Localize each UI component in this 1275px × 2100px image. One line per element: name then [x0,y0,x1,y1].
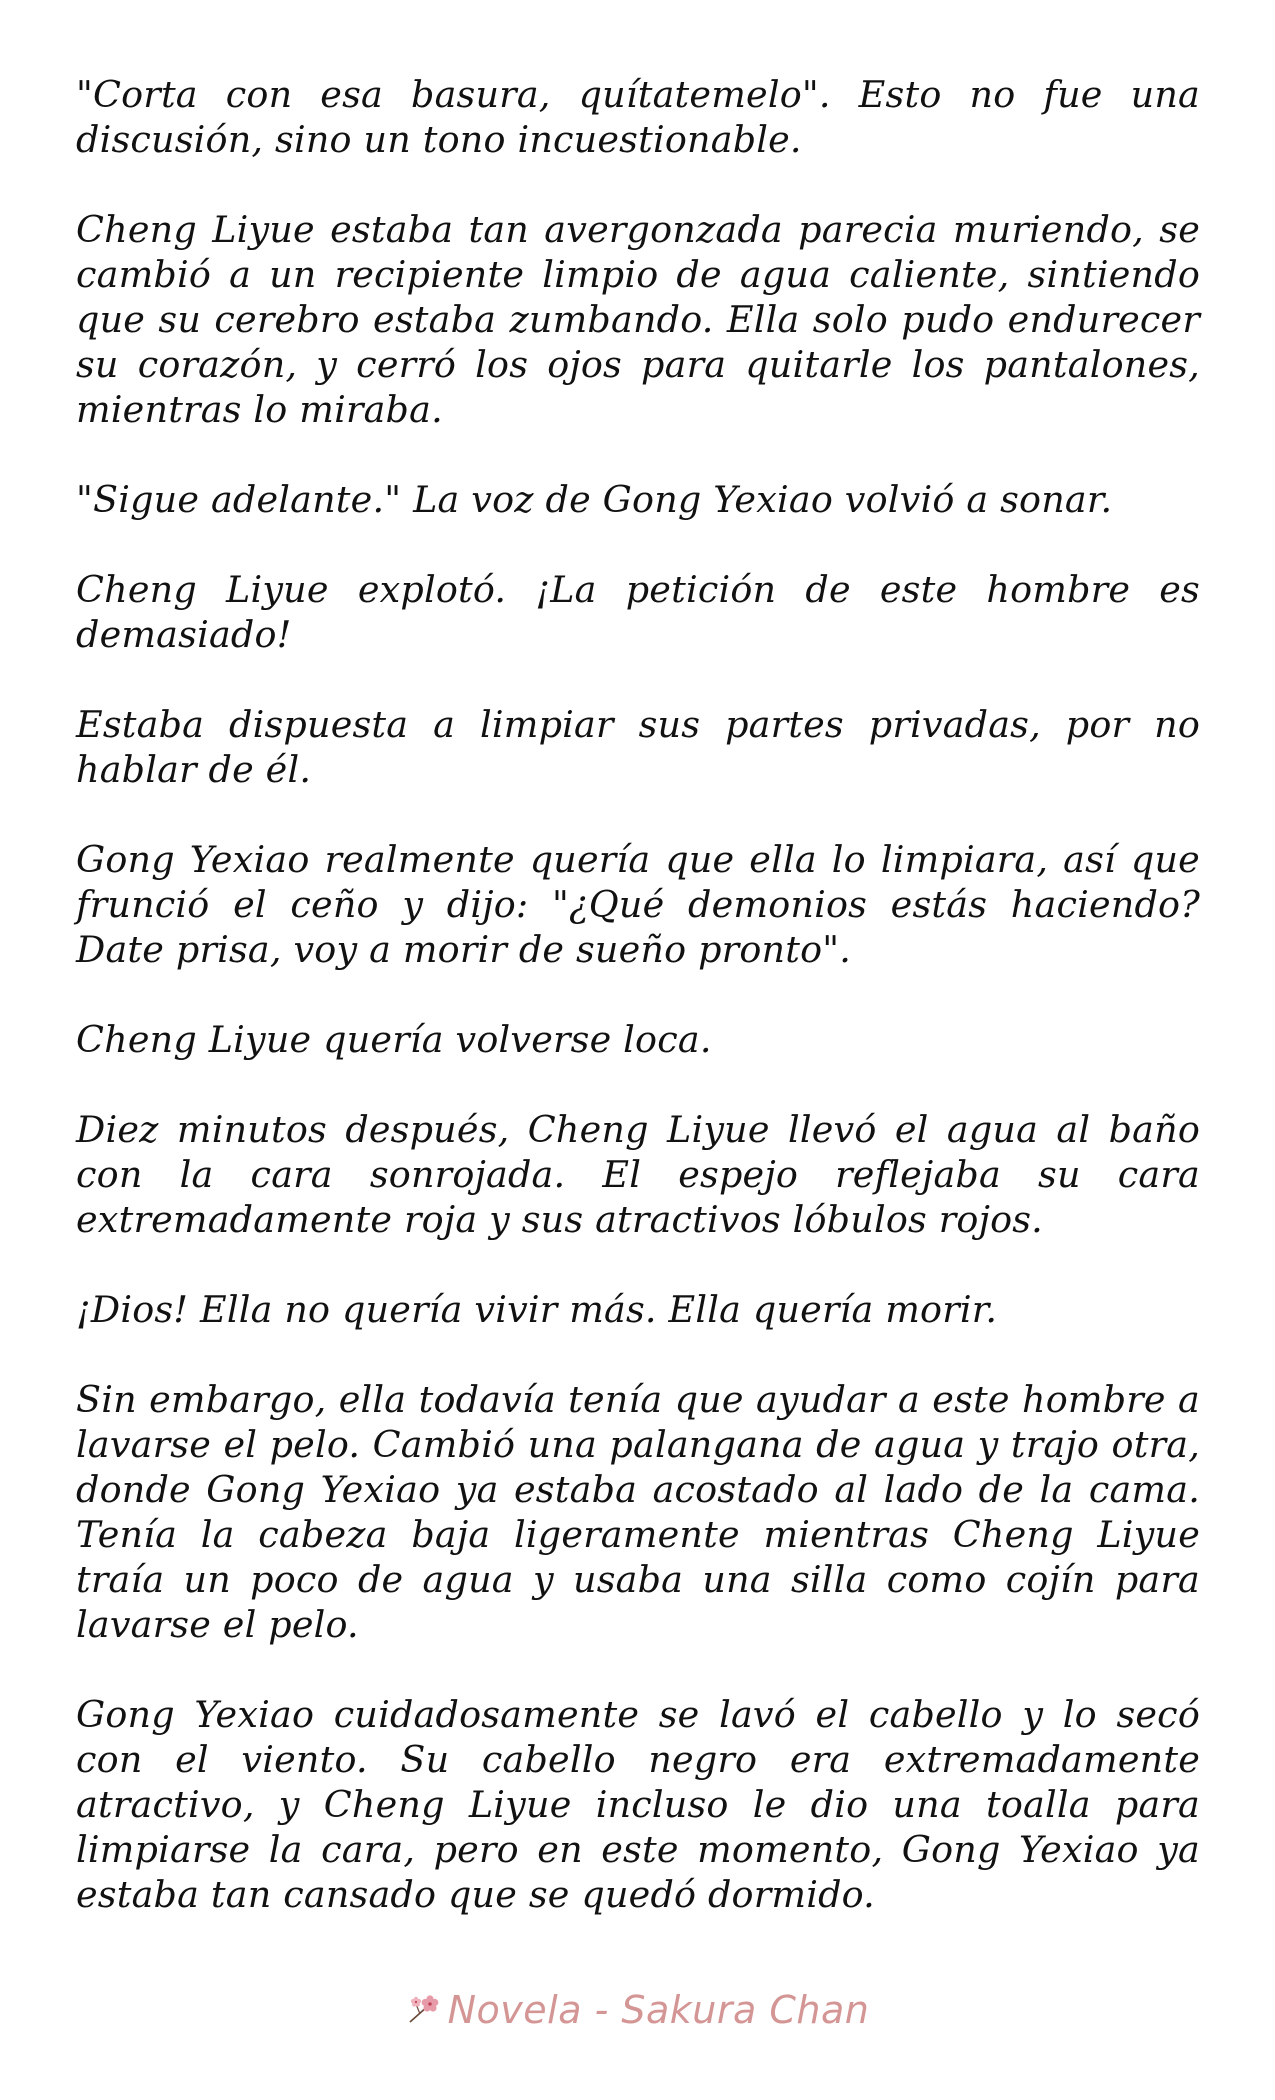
paragraph: Gong Yexiao cuidadosamente se lavó el cabello y lo secó con el viento. Su cabello negro era extremadamente atractivo, y Cheng Liyue incluso le dio una toalla para limpiarse la cara, pero en este momento, Gong Yexiao ya estaba tan cansado que se quedó dormido. [76,1693,1200,1916]
paragraph: Cheng Liyue estaba tan avergonzada parecia muriendo, se cambió a un recipiente limpio de agua caliente, sintiendo que su cerebro estaba zumbando. Ella solo pudo endurecer su corazón, y cerró los ojos para quitarle los pantalones, mientras lo miraba. [76,208,1200,431]
paragraph: "Corta con esa basura, quítatemelo". Esto no fue una discusión, sino un tono incuestionable. [76,73,1200,161]
document-body [76,72,1200,1962]
paragraph: Cheng Liyue explotó. ¡La petición de este hombre es demasiado! [76,568,1200,656]
footer-watermark [0,1985,1275,2035]
watermark-text: Novela - Sakura Chan [447,1988,870,2032]
paragraph: Sin embargo, ella todavía tenía que ayudar a este hombre a lavarse el pelo. Cambió una palangana de agua y trajo otra, donde Gong Yexiao ya estaba acostado al lado de la cama. Tenía la cabeza baja ligeramente mientras Cheng Liyue traía un poco de agua y usaba una silla como cojín para lavarse el pelo. [76,1378,1200,1646]
sakura-blossom-icon [406,1992,442,2028]
watermark-group [406,1988,870,2032]
paragraph: Gong Yexiao realmente quería que ella lo limpiara, así que frunció el ceño y dijo: "¿Qué demonios estás haciendo? Date prisa, voy a morir de sueño pronto". [76,838,1200,971]
paragraph: Diez minutos después, Cheng Liyue llevó el agua al baño con la cara sonrojada. El espejo reflejaba su cara extremadamente roja y sus atractivos lóbulos rojos. [76,1108,1200,1241]
paragraph: Cheng Liyue quería volverse loca. [76,1018,712,1061]
paragraph: Estaba dispuesta a limpiar sus partes privadas, por no hablar de él. [76,703,1200,791]
paragraph: ¡Dios! Ella no quería vivir más. Ella quería morir. [76,1288,998,1331]
paragraph: "Sigue adelante." La voz de Gong Yexiao volvió a sonar. [76,478,1113,521]
